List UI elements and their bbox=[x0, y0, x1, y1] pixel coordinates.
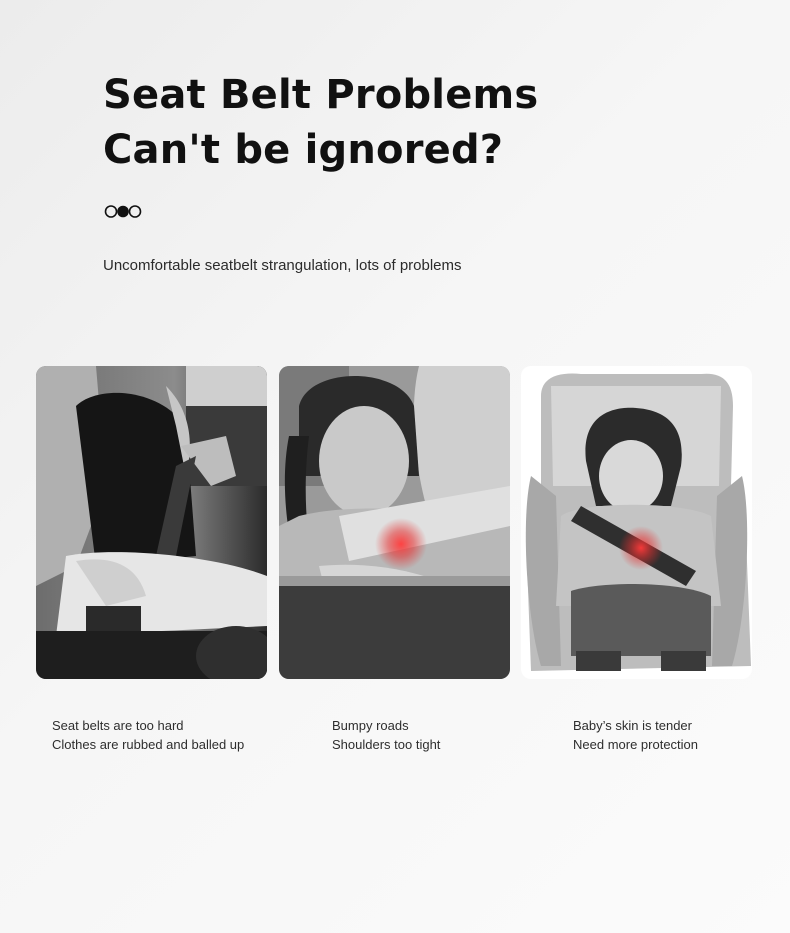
caption-1-line-1: Seat belts are too hard bbox=[52, 718, 184, 733]
caption-3-line-2: Need more protection bbox=[573, 737, 699, 752]
caption-3 bbox=[573, 716, 698, 754]
title-line-2: Can't be ignored? bbox=[103, 127, 504, 173]
caption-1 bbox=[52, 716, 244, 754]
caption-2-line-1: Bumpy roads bbox=[332, 718, 409, 733]
title-line-1: Seat Belt Problems bbox=[103, 72, 539, 118]
subtitle: Uncomfortable seatbelt strangulation, lots of problems bbox=[103, 257, 462, 274]
page-title bbox=[103, 68, 538, 178]
caption-3-line-1: Baby’s skin is tender bbox=[573, 718, 692, 733]
caption-2-line-2: Shoulders too tight bbox=[332, 737, 441, 752]
three-circles-icon bbox=[104, 204, 144, 219]
child-in-car-seat-photo bbox=[521, 366, 752, 679]
caption-2 bbox=[332, 716, 440, 754]
caption-1-line-2: Clothes are rubbed and balled up bbox=[52, 737, 245, 752]
woman-shoulder-pain-photo bbox=[279, 366, 510, 679]
woman-fastening-seat-belt-photo bbox=[36, 366, 267, 679]
